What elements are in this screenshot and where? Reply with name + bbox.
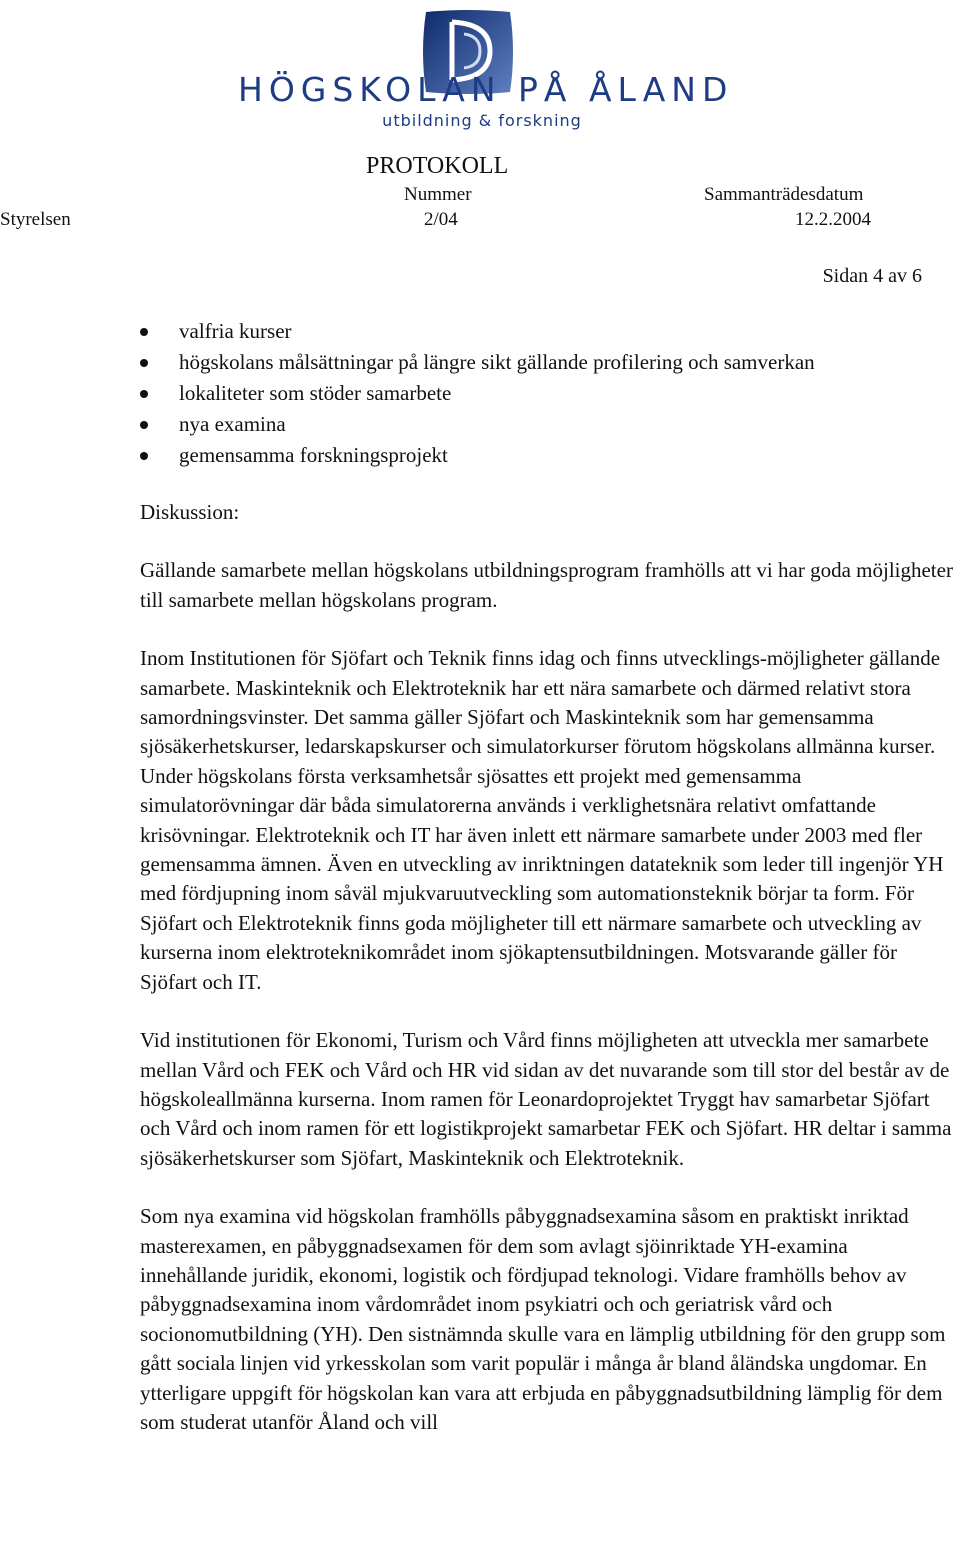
list-item: lokaliteter som stöder samarbete: [140, 378, 815, 409]
list-item: nya examina: [140, 409, 815, 440]
discussion-heading: Diskussion:: [140, 500, 240, 524]
bullet-icon: [140, 328, 148, 336]
paragraph: Vid institutionen för Ekonomi, Turism och Vård finns möjligheten att utveckla mer samarbete mellan Vård och FEK och Vård och HR vid sidan av det nuvarande som till stor del består av de högskoleallmänna kurserna. Inom ramen för Leonardoprojektet Tryggt hav samarbetar Sjöfart och Vård och inom ramen för ett logistikprojekt samarbetar FEK och Sjöfart. HR deltar i samma sjösäkerhetskurser som Sjöfart, Maskinteknik och Elektroteknik.: [140, 1028, 952, 1170]
bullet-icon: [140, 421, 148, 429]
agenda-bullet-list: [140, 316, 815, 471]
number-value: 2/04: [424, 209, 458, 230]
paragraph: Som nya examina vid högskolan framhölls påbyggnadsexamina såsom en praktiskt inriktad masterexamen, en påbyggnadsexamen för dem som avlagt sjöinriktade YH-examina innehållande juridik, ekonomi, logistik och fördjupad teknologi. Vidare framhölls behov av påbyggnadsexamina inom vårdområdet inom psykiatri och och geriatrisk vård och socionomutbildning (YH). Den sistnämnda skulle vara en lämplig utbildning för den grupp som gått sociala linjen vid yrkesskolan som varit populär i många år bland åländska ungdomar. En ytterligare uppgift för högskolan kan vara att erbjuda en påbyggnadsutbildning lämplig för dem som studerat utanför Åland och vill: [140, 1204, 946, 1434]
minutes-body: [140, 498, 958, 1466]
list-item: gemensamma forskningsprojekt: [140, 440, 815, 471]
list-item: högskolans målsättningar på längre sikt gällande profilering och samverkan: [140, 347, 815, 378]
bullet-icon: [140, 452, 148, 460]
date-label: Sammanträdesdatum: [704, 184, 864, 205]
bullet-icon: [140, 390, 148, 398]
logo-tagline: utbildning & forskning: [382, 111, 582, 130]
paragraph: Gällande samarbete mellan högskolans utbildningsprogram framhölls att vi har goda möjligheter till samarbete mellan högskolans program.: [140, 558, 953, 612]
list-item: valfria kurser: [140, 316, 815, 347]
document-title: PROTOKOLL: [366, 153, 509, 179]
date-value: 12.2.2004: [795, 209, 871, 230]
logo: [0, 0, 960, 140]
organ-name: Styrelsen: [0, 209, 71, 230]
logo-wordmark: HÖGSKOLAN PÅ ÅLAND: [238, 70, 734, 109]
number-label: Nummer: [404, 184, 472, 205]
paragraph: Inom Institutionen för Sjöfart och Teknik finns idag och finns utvecklings-möjligheter gällande samarbete. Maskinteknik och Elektroteknik har ett nära samarbete och därmed relativt stora samordningsvinster. Det samma gäller Sjöfart och Maskinteknik som har gemensamma sjösäkerhetskurser, ledarskapskurser och simulatorkurser förutom högskolans allmänna kurser. Under högskolans första verksamhetsår sjösattes ett projekt med gemensamma simulatorövningar där båda simulatorerna används i verklighetsnära relativt omfattande krisövningar. Elektroteknik och IT har även inlett ett närmare samarbete under 2003 med fler gemensamma ämnen. Även en utveckling av inriktningen datateknik som leder till ingenjör YH med fördjupning inom såväl mjukvaruutveckling som automationsteknik börjar ta form. För Sjöfart och Elektroteknik finns goda möjligheter till ett närmare samarbete och utveckling av kurserna inom elektroteknikområdet inom sjökaptensutbildningen. Motsvarande gäller för Sjöfart och IT.: [140, 646, 944, 994]
page-number: Sidan 4 av 6: [822, 265, 922, 287]
bullet-icon: [140, 359, 148, 367]
